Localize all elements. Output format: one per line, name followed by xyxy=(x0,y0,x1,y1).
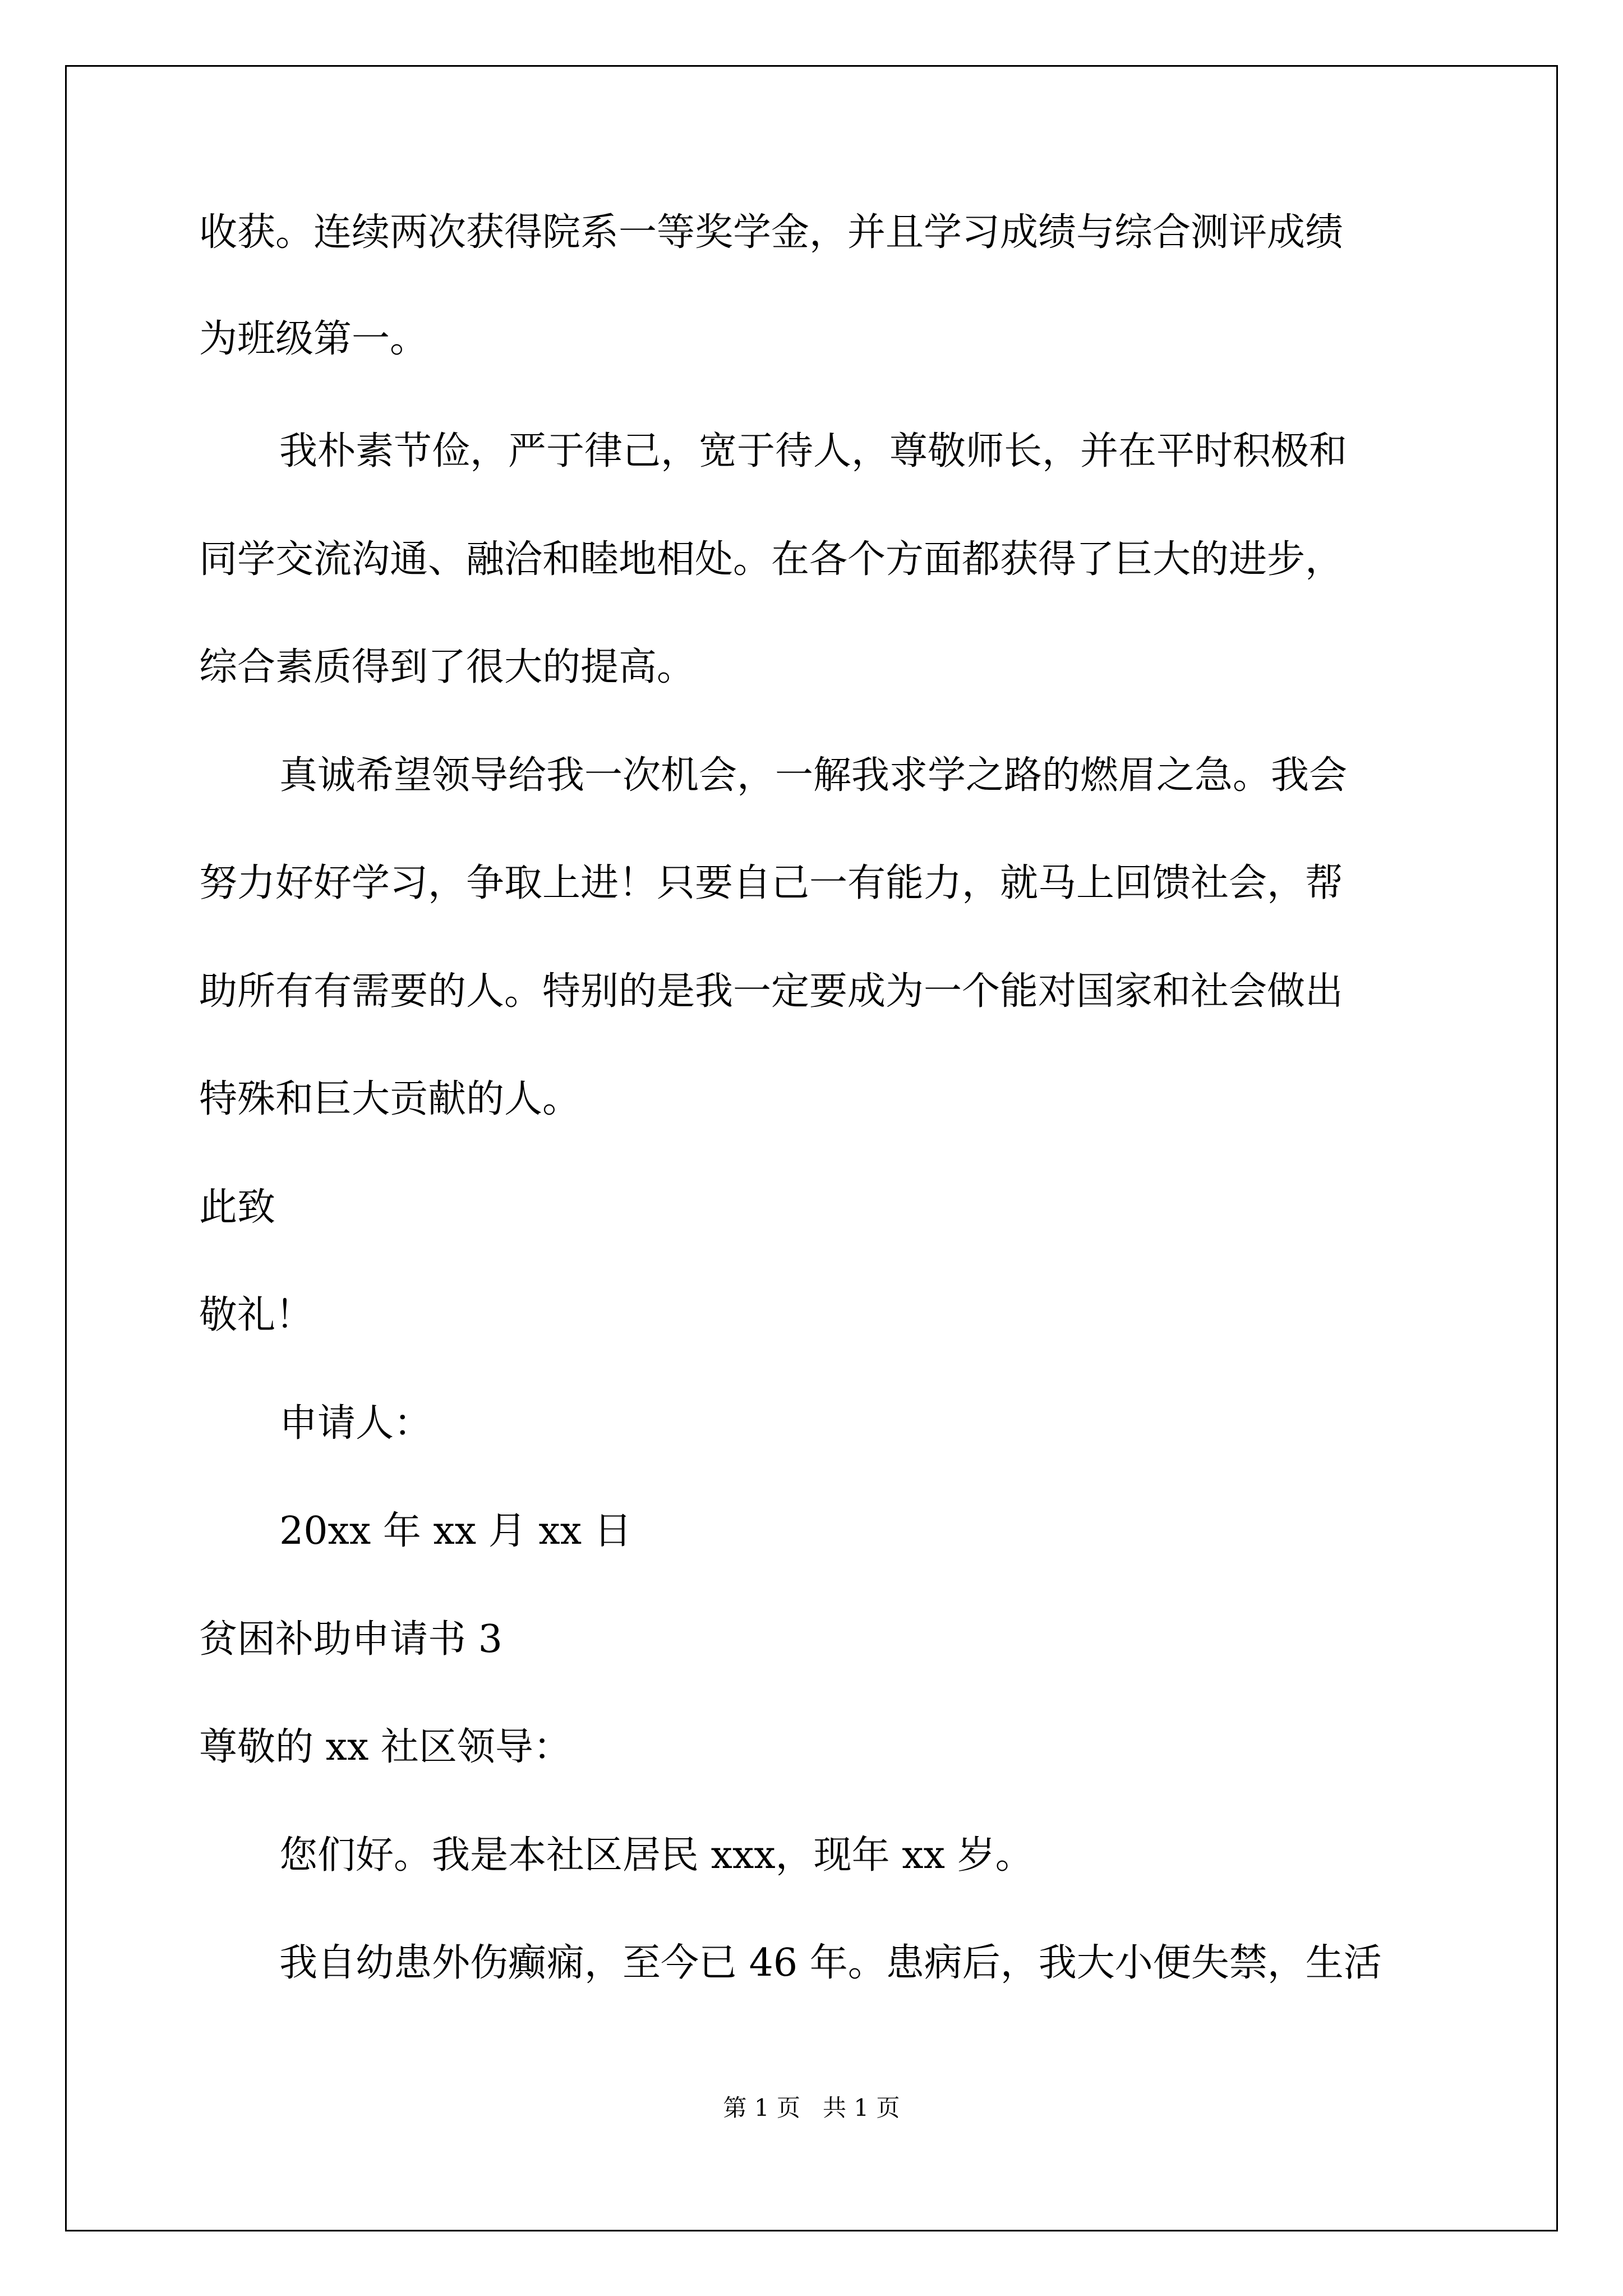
paragraph-first-line: 我朴素节俭，严于律己，宽于待人，尊敬师长，并在平时积极和 xyxy=(279,429,1348,473)
salutation-line: 敬礼！ xyxy=(199,1293,314,1337)
date-line: 20xx 年 xx 月 xx 日 xyxy=(279,1509,632,1553)
applicant-label: 申请人： xyxy=(279,1401,432,1446)
paragraph-first-line: 您们好。我是本社区居民 xxx，现年 xx 岁。 xyxy=(279,1833,1034,1878)
text-line: 同学交流沟通、融洽和睦地相处。在各个方面都获得了巨大的进步， xyxy=(199,537,1344,582)
text-line: 综合素质得到了很大的提高。 xyxy=(199,645,695,689)
section-title: 贫困补助申请书 3 xyxy=(199,1617,502,1662)
page-border xyxy=(65,65,1558,2231)
closing-line: 此致 xyxy=(199,1185,276,1230)
text-line: 收获。连续两次获得院系一等奖学金，并且学习成绩与综合测评成绩 xyxy=(199,210,1344,255)
greeting-line: 尊敬的 xx 社区领导： xyxy=(199,1725,571,1769)
text-line: 为班级第一。 xyxy=(199,317,428,361)
text-line: 努力好好学习，争取上进！只要自己一有能力，就马上回馈社会，帮 xyxy=(199,861,1344,905)
text-line: 特殊和巨大贡献的人。 xyxy=(199,1077,581,1121)
text-line: 助所有有需要的人。特别的是我一定要成为一个能对国家和社会做出 xyxy=(199,969,1344,1014)
paragraph-first-line: 真诚希望领导给我一次机会，一解我求学之路的燃眉之急。我会 xyxy=(279,753,1348,798)
page-footer: 第 1 页 共 1 页 xyxy=(723,2094,900,2122)
paragraph-first-line: 我自幼患外伤癫痫，至今已 46 年。患病后，我大小便失禁，生活 xyxy=(279,1941,1382,1985)
